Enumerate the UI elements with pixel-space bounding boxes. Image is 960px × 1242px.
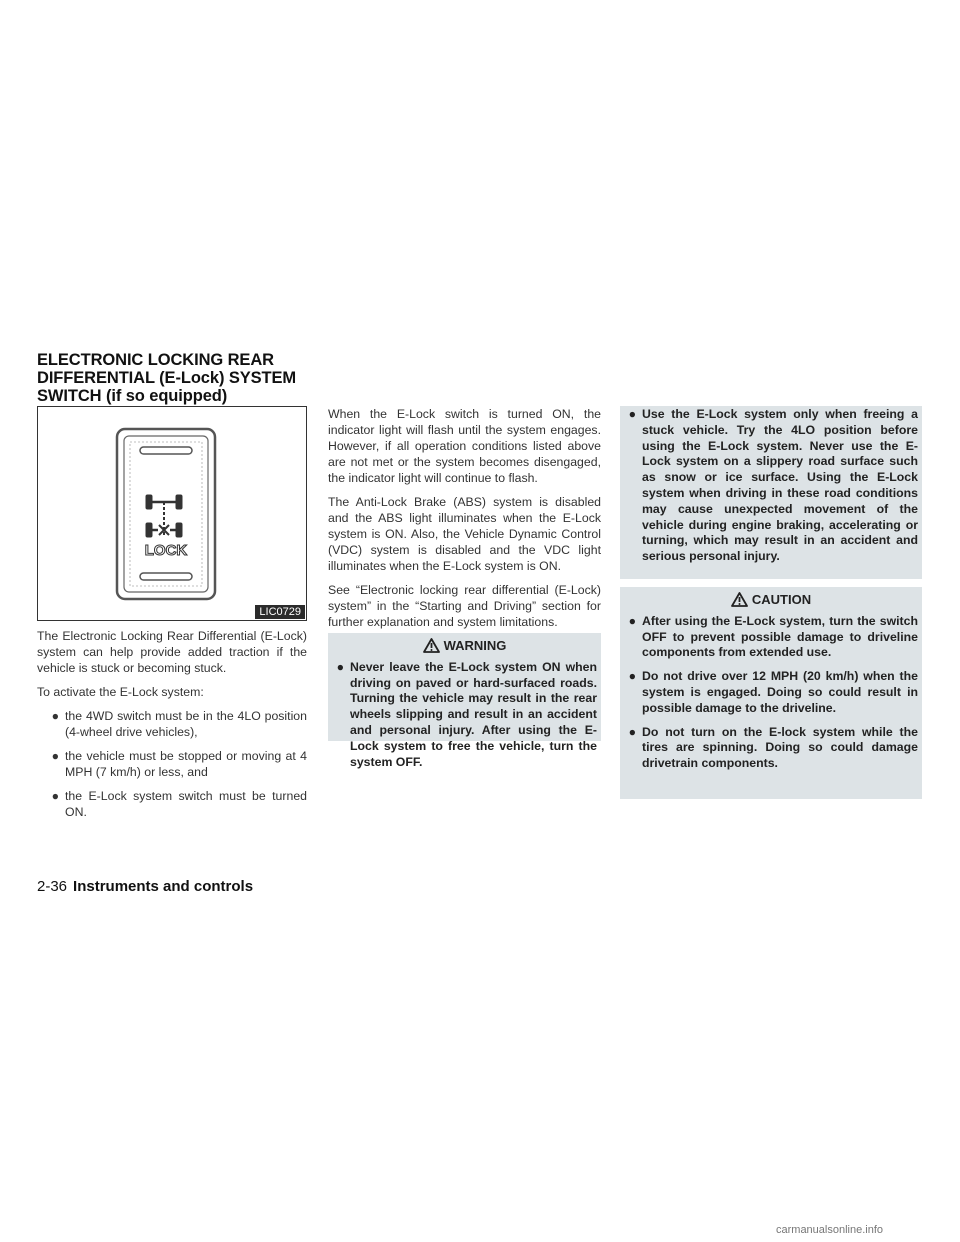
bullet-icon: ● — [628, 613, 636, 628]
list-item: ● Do not drive over 12 MPH (20 km/h) when the system is engaged. Doing so could result in possible damage to the driveline. — [620, 669, 922, 716]
heading-line-2: DIFFERENTIAL (E-Lock) SYSTEM — [37, 369, 297, 387]
bullet-icon: ● — [628, 724, 636, 739]
bullet-icon: ● — [628, 407, 636, 421]
list-item: ● Do not turn on the E-lock system while the tires are spinning. Doing so could damage drivetrain components. — [620, 725, 922, 772]
warning-box — [328, 633, 601, 769]
intro-paragraph: The Electronic Locking Rear Differential (E-Lock) system can help provide added traction if the vehicle is stuck or becoming stuck. — [37, 629, 307, 675]
section-name: Instruments and controls — [73, 878, 254, 895]
figure-label: LIC0729 — [255, 605, 305, 619]
warning-icon — [423, 638, 440, 653]
bullet-icon: ● — [51, 749, 59, 763]
column-2 — [328, 406, 601, 638]
caution-title: CAUTION — [620, 587, 922, 614]
list-item: ● After using the E-Lock system, turn the switch OFF to prevent possible damage to driveline components from extended use. — [620, 614, 922, 661]
list-item: ● the vehicle must be stopped or moving at 4 MPH (7 km/h) or less, and — [37, 748, 307, 780]
warning-box-continued — [620, 406, 922, 579]
list-item: ● Use the E-Lock system only when freeing a stuck vehicle. Try the 4LO position before using the E-Lock system. Never use the E-Lock system on a slippery road surface such as snow or ice surface. Using the E-Lock system when driving in these road conditions may cause unexpected movement of the vehicle during engine braking, accelerating or turning, which may result in an accident and serious personal injury. — [620, 407, 922, 565]
indicator-paragraph: When the E-Lock switch is turned ON, the indicator light will flash until the system engages. However, if all operation conditions listed above are not met or the system becomes disengaged, the indicator light will continue to flash. — [328, 407, 601, 485]
see-also-paragraph: See “Electronic locking rear differential (E-Lock) system” in the “Starting and Driving” section for further explanation and system limitations. — [328, 583, 601, 629]
watermark: carmanualsonline.info — [776, 1224, 884, 1236]
abs-paragraph: The Anti-Lock Brake (ABS) system is disabled and the ABS light illuminates when the E-Lock system is ON. Also, the Vehicle Dynamic Control (VDC) system is disabled and the VDC light illuminates when the E-Lock system is ON. — [328, 495, 601, 573]
bullet-icon: ● — [336, 659, 344, 674]
column-1 — [37, 628, 307, 828]
section-heading — [37, 351, 337, 405]
e-lock-switch-illustration — [38, 407, 306, 619]
list-item: ● the E-Lock system switch must be turned ON. — [37, 788, 307, 820]
bullet-icon: ● — [51, 709, 59, 723]
list-item: ● Never leave the E-Lock system ON when driving on paved or hard-surfaced roads. Turning the vehicle may result in the rear wheels slipping and result in an accident and personal injury. After using the E-Lock system to free the vehicle, turn the system OFF. — [328, 660, 601, 771]
bullet-icon: ● — [628, 669, 636, 684]
caution-icon — [731, 592, 748, 607]
bullet-icon: ● — [51, 789, 59, 803]
heading-line-3: SWITCH (if so equipped) — [37, 387, 228, 405]
switch-lock-text: LOCK — [144, 542, 188, 559]
caution-box — [620, 587, 922, 799]
warning-title: WARNING — [328, 633, 601, 660]
activate-paragraph: To activate the E-Lock system: — [37, 685, 204, 699]
heading-line-1: ELECTRONIC LOCKING REAR — [37, 351, 274, 369]
e-lock-switch-figure — [37, 406, 307, 621]
4wd-lock-icon — [146, 495, 182, 537]
list-item: ● the 4WD switch must be in the 4LO position (4-wheel drive vehicles), — [37, 708, 307, 740]
page-footer — [37, 878, 253, 895]
page-number: 2-36 — [37, 878, 68, 895]
